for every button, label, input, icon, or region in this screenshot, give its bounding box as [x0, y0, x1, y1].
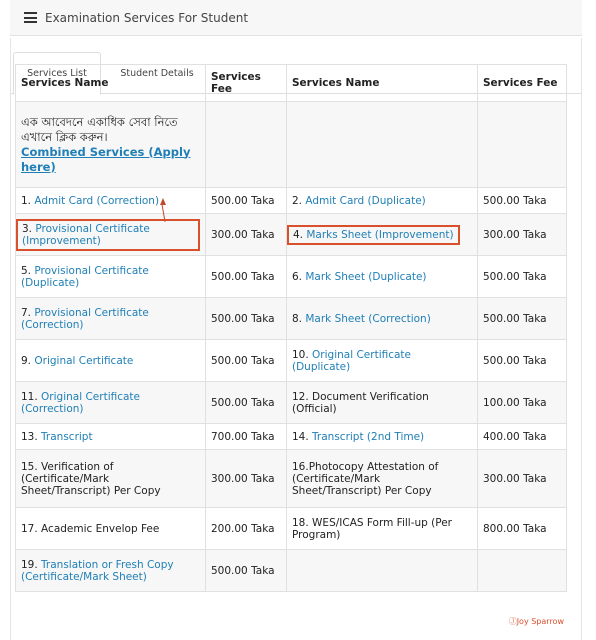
table-row: [16, 188, 567, 214]
service-fee-cell: [478, 340, 567, 382]
annotation-arrow: [163, 198, 165, 222]
service-name-cell: [287, 508, 478, 550]
service-fee-cell: [478, 450, 567, 508]
service-name-cell: [287, 188, 478, 214]
service-link[interactable]: Admit Card (Correction): [34, 194, 160, 207]
empty-cell: [206, 102, 287, 188]
service-link[interactable]: Provisional Certificate (Correction): [21, 306, 149, 331]
service-fee: 300.00 Taka: [483, 472, 547, 485]
service-number: 11.: [21, 390, 38, 403]
column-header: Services Name: [287, 65, 478, 102]
service-fee: 500.00 Taka: [211, 354, 275, 367]
page-title: Examination Services For Student: [45, 10, 249, 25]
service-name-cell: [16, 256, 206, 298]
service-name-cell: [287, 382, 478, 424]
service-fee: 300.00 Taka: [211, 472, 275, 485]
service-name-cell: [287, 550, 478, 592]
service-fee-cell: [478, 298, 567, 340]
service-name-cell: [287, 214, 478, 256]
service-fee-cell: [206, 508, 287, 550]
service-number: 5.: [21, 264, 32, 277]
service-fee: 500.00 Taka: [211, 312, 275, 325]
service-fee-cell: [478, 214, 567, 256]
service-fee: 700.00 Taka: [211, 430, 275, 443]
service-number: 3.: [22, 222, 33, 235]
table-row: [16, 256, 567, 298]
column-header: Services Fee: [206, 65, 287, 102]
service-fee-cell: [206, 424, 287, 450]
empty-cell: [287, 102, 478, 188]
service-number: 19.: [21, 558, 38, 571]
service-fee: 500.00 Taka: [483, 312, 547, 325]
service-link[interactable]: Transcript (2nd Time): [312, 430, 425, 443]
combined-services-note: এক আবেদনে একাধিক সেবা নিতে এখানে ক্লিক করুন।: [21, 114, 178, 144]
service-fee: 800.00 Taka: [483, 522, 547, 535]
service-number: 13.: [21, 430, 38, 443]
service-name-cell: [16, 340, 206, 382]
service-number: 12.: [292, 390, 309, 403]
combined-services-row: [16, 102, 567, 188]
service-fee-cell: [206, 450, 287, 508]
service-label: Document Verification (Official): [292, 390, 429, 415]
service-number: 14.: [292, 430, 309, 443]
service-name-cell: [287, 340, 478, 382]
service-number: 15.: [21, 460, 38, 473]
service-fee: 200.00 Taka: [211, 522, 275, 535]
service-link[interactable]: Original Certificate (Duplicate): [292, 348, 412, 373]
service-number: 16.: [292, 460, 309, 473]
service-fee-cell: [478, 550, 567, 592]
service-link[interactable]: Provisional Certificate (Improvement): [22, 222, 150, 247]
service-fee: 300.00 Taka: [483, 228, 547, 241]
service-name-cell: [16, 450, 206, 508]
service-link[interactable]: Mark Sheet (Duplicate): [305, 270, 427, 283]
table-row: [16, 450, 567, 508]
service-label: Photocopy Attestation of (Certificate/Mark Sheet/Transcript) Per Copy: [292, 460, 439, 497]
column-header: Services Name: [16, 65, 206, 102]
service-number: 17.: [21, 522, 38, 535]
service-label: WES/ICAS Form Fill-up (Per Program): [292, 516, 452, 541]
service-number: 8.: [292, 312, 303, 325]
service-fee-cell: [206, 214, 287, 256]
service-number: 4.: [293, 228, 304, 241]
service-fee-cell: [206, 550, 287, 592]
service-number: 1.: [21, 194, 32, 207]
service-link[interactable]: Provisional Certificate (Duplicate): [21, 264, 149, 289]
service-fee: 500.00 Taka: [483, 354, 547, 367]
service-link[interactable]: Transcript: [41, 430, 93, 443]
service-link[interactable]: Mark Sheet (Correction): [305, 312, 431, 325]
service-number: 7.: [21, 306, 32, 319]
table-row: [16, 424, 567, 450]
service-fee-cell: [478, 382, 567, 424]
service-name-cell: [287, 450, 478, 508]
service-fee-cell: [206, 298, 287, 340]
service-fee: 500.00 Taka: [211, 564, 275, 577]
service-fee: 300.00 Taka: [211, 228, 275, 241]
service-name-cell: [16, 298, 206, 340]
service-name-cell: [16, 508, 206, 550]
table-row: [16, 550, 567, 592]
watermark: ⒿJoy Sparrow: [508, 617, 564, 626]
service-number: 2.: [292, 194, 303, 207]
service-fee: 500.00 Taka: [483, 270, 547, 283]
service-label: Academic Envelop Fee: [41, 522, 160, 535]
service-link[interactable]: Translation or Fresh Copy (Certificate/Mark Sheet): [21, 558, 174, 583]
tab-student-details[interactable]: Student Details: [120, 67, 194, 79]
service-label: Verification of (Certificate/Mark Sheet/Transcript) Per Copy: [21, 460, 161, 497]
service-number: 18.: [292, 516, 309, 529]
service-name-cell: [16, 424, 206, 450]
service-fee-cell: [478, 188, 567, 214]
service-fee: 100.00 Taka: [483, 396, 547, 409]
service-fee: 500.00 Taka: [211, 396, 275, 409]
service-name-cell: [16, 382, 206, 424]
service-fee-cell: [206, 382, 287, 424]
service-name-cell: [16, 550, 206, 592]
service-fee-cell: [206, 340, 287, 382]
table-header-row: [16, 65, 567, 102]
service-fee-cell: [478, 256, 567, 298]
service-name-cell: [16, 214, 206, 256]
service-fee: 400.00 Taka: [483, 430, 547, 443]
service-name-cell: [287, 424, 478, 450]
tab-services-list[interactable]: Services List: [13, 52, 101, 95]
highlight-box: [287, 225, 460, 245]
service-name-cell: [287, 298, 478, 340]
services-table: [15, 64, 567, 592]
service-name-cell: [16, 188, 206, 214]
service-fee: 500.00 Taka: [211, 194, 275, 207]
table-row: [16, 298, 567, 340]
service-fee: 500.00 Taka: [483, 194, 547, 207]
page-header: [10, 0, 582, 36]
service-link[interactable]: Marks Sheet (Improvement): [306, 228, 454, 241]
service-name-cell: [287, 256, 478, 298]
service-fee-cell: [206, 188, 287, 214]
service-fee-cell: [206, 256, 287, 298]
service-link[interactable]: Original Certificate (Correction): [21, 390, 141, 415]
empty-cell: [478, 102, 567, 188]
service-link[interactable]: Admit Card (Duplicate): [305, 194, 426, 207]
service-number: 9.: [21, 354, 32, 367]
combined-services-link[interactable]: Combined Services (Apply here): [21, 144, 191, 174]
table-row: [16, 214, 567, 256]
service-link[interactable]: Original Certificate: [34, 354, 134, 367]
service-number: 10.: [292, 348, 309, 361]
service-fee-cell: [478, 424, 567, 450]
service-fee-cell: [478, 508, 567, 550]
combined-services-cell: [16, 102, 206, 188]
highlight-box: [16, 219, 200, 251]
list-icon: [24, 12, 37, 23]
table-row: [16, 340, 567, 382]
service-fee: 500.00 Taka: [211, 270, 275, 283]
service-number: 6.: [292, 270, 303, 283]
table-row: [16, 382, 567, 424]
column-header: Services Fee: [478, 65, 567, 102]
table-row: [16, 508, 567, 550]
